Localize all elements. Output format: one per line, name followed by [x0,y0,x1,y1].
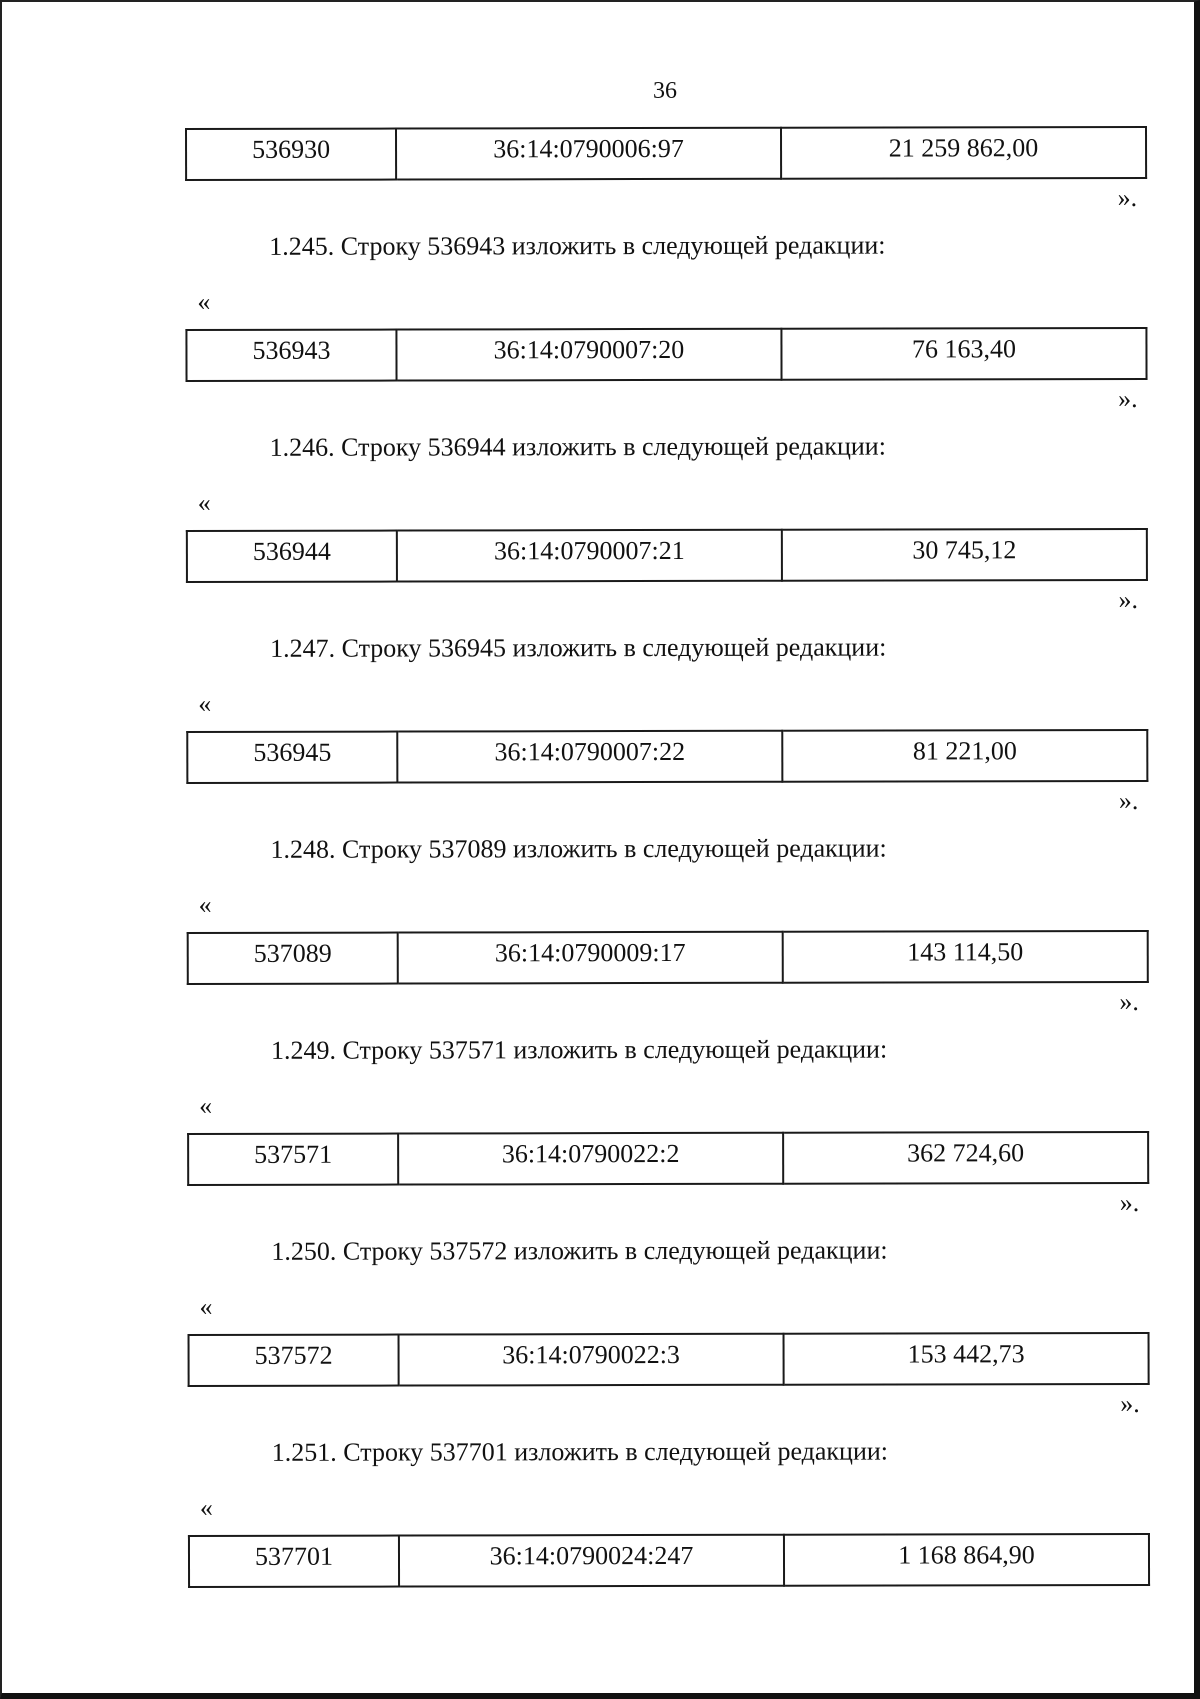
table-row [188,931,1148,984]
cadastral-number-cell: 36:14:0790009:17 [398,932,783,984]
row-id-cell: 536943 [186,330,396,381]
closing-quote: ». [1117,183,1138,213]
cadastral-number-cell: 36:14:0790006:97 [396,128,781,180]
amount-cell: 1 168 864,90 [784,1534,1149,1586]
row-id-cell: 537571 [188,1134,398,1185]
opening-quote: « [199,1090,213,1120]
row-id-cell: 536930 [186,129,396,180]
table-row [186,328,1146,381]
amount-cell: 76 163,40 [781,328,1146,380]
row-id-cell: 536944 [187,531,397,582]
amendment-section [185,227,1145,416]
amendment-section [187,1232,1147,1421]
cadastral-number-cell: 36:14:0790007:21 [397,530,782,582]
closing-quote: ». [1120,1389,1140,1419]
amount-cell: 81 221,00 [782,730,1147,782]
amendment-instruction: 1.246. Строку 536944 изложить в следующей редакции: [269,431,886,462]
table-row [186,127,1146,180]
amendment-section [186,830,1146,1019]
amendment-row-table [185,327,1147,382]
amendment-instruction: 1.250. Строку 537572 изложить в следующей редакции: [271,1235,888,1266]
amendment-instruction: 1.247. Строку 536945 изложить в следующей редакции: [270,632,887,663]
closing-quote: ». [1118,384,1138,414]
amendment-row-table [186,528,1148,583]
opening-quote: « [198,889,212,919]
closing-quote: ». [1119,987,1139,1017]
amendment-instruction: 1.251. Строку 537701 изложить в следующей редакции: [271,1436,889,1467]
amount-cell: 362 724,60 [783,1132,1148,1184]
cadastral-number-cell: 36:14:0790022:3 [399,1334,784,1386]
row-id-cell: 536945 [187,732,397,783]
opening-quote: « [199,1492,213,1522]
amount-cell: 30 745,12 [782,529,1147,581]
cadastral-number-cell: 36:14:0790022:2 [398,1133,783,1185]
opening-quote: « [197,286,211,316]
table-row [189,1534,1149,1587]
table-row [189,1333,1149,1386]
table-row [188,1132,1148,1185]
amendment-row-table [188,1332,1150,1387]
row-id-cell: 537572 [189,1335,399,1386]
amendment-section [187,1031,1147,1220]
amendment-section [186,428,1146,617]
amount-cell: 21 259 862,00 [781,127,1146,179]
opening-quote: « [199,1291,213,1321]
amendment-instruction: 1.249. Строку 537571 изложить в следующей редакции: [270,1034,888,1065]
amendment-row-table [188,1533,1150,1588]
table-row [187,529,1147,582]
amendment-section [188,1433,1148,1588]
closing-quote: ». [1118,786,1139,816]
amount-cell: 153 442,73 [784,1333,1149,1385]
amendment-row-table [187,1131,1149,1186]
cadastral-number-cell: 36:14:0790007:20 [396,329,781,381]
amendment-instruction: 1.248. Строку 537089 изложить в следующей редакции: [270,833,887,864]
amendment-row-table [187,930,1149,985]
row-id-cell: 537701 [189,1536,399,1587]
closing-quote: ». [1118,585,1139,615]
amendment-row-table [186,729,1148,784]
opening-quote: « [198,688,212,718]
cadastral-number-cell: 36:14:0790024:247 [399,1535,784,1587]
amount-cell: 143 114,50 [783,931,1148,983]
table-row [187,730,1147,783]
document-body [185,126,1148,1588]
row-id-cell: 537089 [188,933,398,984]
amendment-sections [185,227,1148,1588]
opening-quote: « [197,487,211,517]
amendment-instruction: 1.245. Строку 536943 изложить в следующей редакции: [269,230,886,261]
amendment-section [186,629,1146,818]
page-number: 36 [653,78,677,104]
cadastral-number-cell: 36:14:0790007:22 [397,731,782,783]
first-row-table [185,126,1147,181]
closing-quote: ». [1119,1188,1140,1218]
